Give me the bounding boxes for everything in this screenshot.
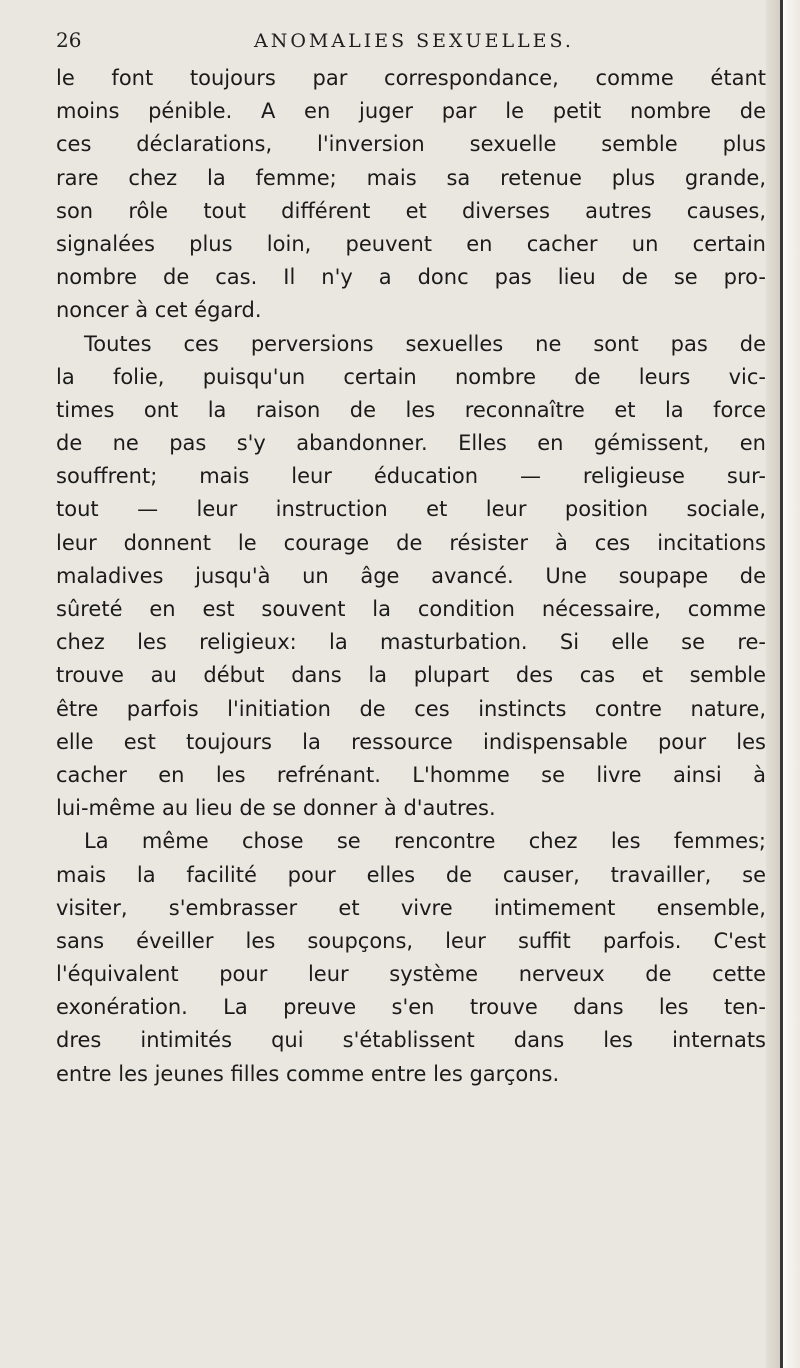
text-line: maladives jusqu'à un âge avancé. Une soupape de	[56, 563, 766, 588]
text-line: signalées plus loin, peuvent en cacher un certain	[56, 231, 766, 256]
text-line: souffrent; mais leur éducation — religieuse sur-	[56, 464, 766, 489]
page-number: 26	[56, 28, 82, 52]
text-line: la folie, puisqu'un certain nombre de leurs vic-	[56, 364, 766, 389]
text-line: de ne pas s'y abandonner. Elles en gémissent, en	[56, 431, 766, 456]
running-title: ANOMALIES SEXUELLES.	[254, 30, 574, 52]
text-line: cacher en les refrénant. L'homme se livre ainsi à	[56, 762, 766, 787]
text-line: le font toujours par correspondance, comme étant	[56, 66, 766, 90]
page-edge-rule	[780, 0, 783, 1368]
text-line: times ont la raison de les reconnaître et la force	[56, 397, 766, 422]
text-line: moins pénible. A en juger par le petit nombre de	[56, 99, 766, 124]
text-line: ces déclarations, l'inversion sexuelle semble plus	[56, 132, 766, 157]
text-line: rare chez la femme; mais sa retenue plus grande,	[56, 165, 766, 190]
text-line: leur donnent le courage de résister à ces incitations	[56, 530, 766, 555]
text-line: nombre de cas. Il n'y a donc pas lieu de se pro-	[56, 265, 766, 290]
text-line: La même chose se rencontre chez les femmes;	[84, 829, 766, 854]
text-line: être parfois l'initiation de ces instincts contre nature,	[56, 696, 766, 721]
text-line: Toutes ces perversions sexuelles ne sont pas de	[84, 331, 766, 356]
text-line: son rôle tout différent et diverses autres causes,	[56, 198, 766, 223]
text-line: tout — leur instruction et leur position sociale,	[56, 497, 766, 522]
text-line: entre les jeunes filles comme entre les garçons.	[56, 1061, 560, 1086]
text-line: visiter, s'embrasser et vivre intimement ensemble,	[56, 895, 766, 920]
text-line: dres intimités qui s'établissent dans les internats	[56, 1028, 766, 1053]
text-line: noncer à cet égard.	[56, 298, 262, 323]
text-line: l'équivalent pour leur système nerveux de cette	[56, 962, 766, 987]
text-line: lui-même au lieu de se donner à d'autres.	[56, 796, 496, 821]
body-text	[56, 62, 766, 1091]
page-edge	[766, 0, 800, 1368]
text-line: mais la facilité pour elles de causer, travailler, se	[56, 862, 766, 887]
text-line: chez les religieux: la masturbation. Si elle se re-	[56, 630, 766, 655]
page-header	[56, 22, 756, 62]
text-line: trouve au début dans la plupart des cas et semble	[56, 663, 766, 688]
text-line: sans éveiller les soupçons, leur suffit parfois. C'est	[56, 928, 766, 953]
text-line: sûreté en est souvent la condition nécessaire, comme	[56, 597, 766, 621]
text-line: exonération. La preuve s'en trouve dans les ten-	[56, 995, 766, 1020]
text-line: elle est toujours la ressource indispensable pour les	[56, 729, 766, 754]
